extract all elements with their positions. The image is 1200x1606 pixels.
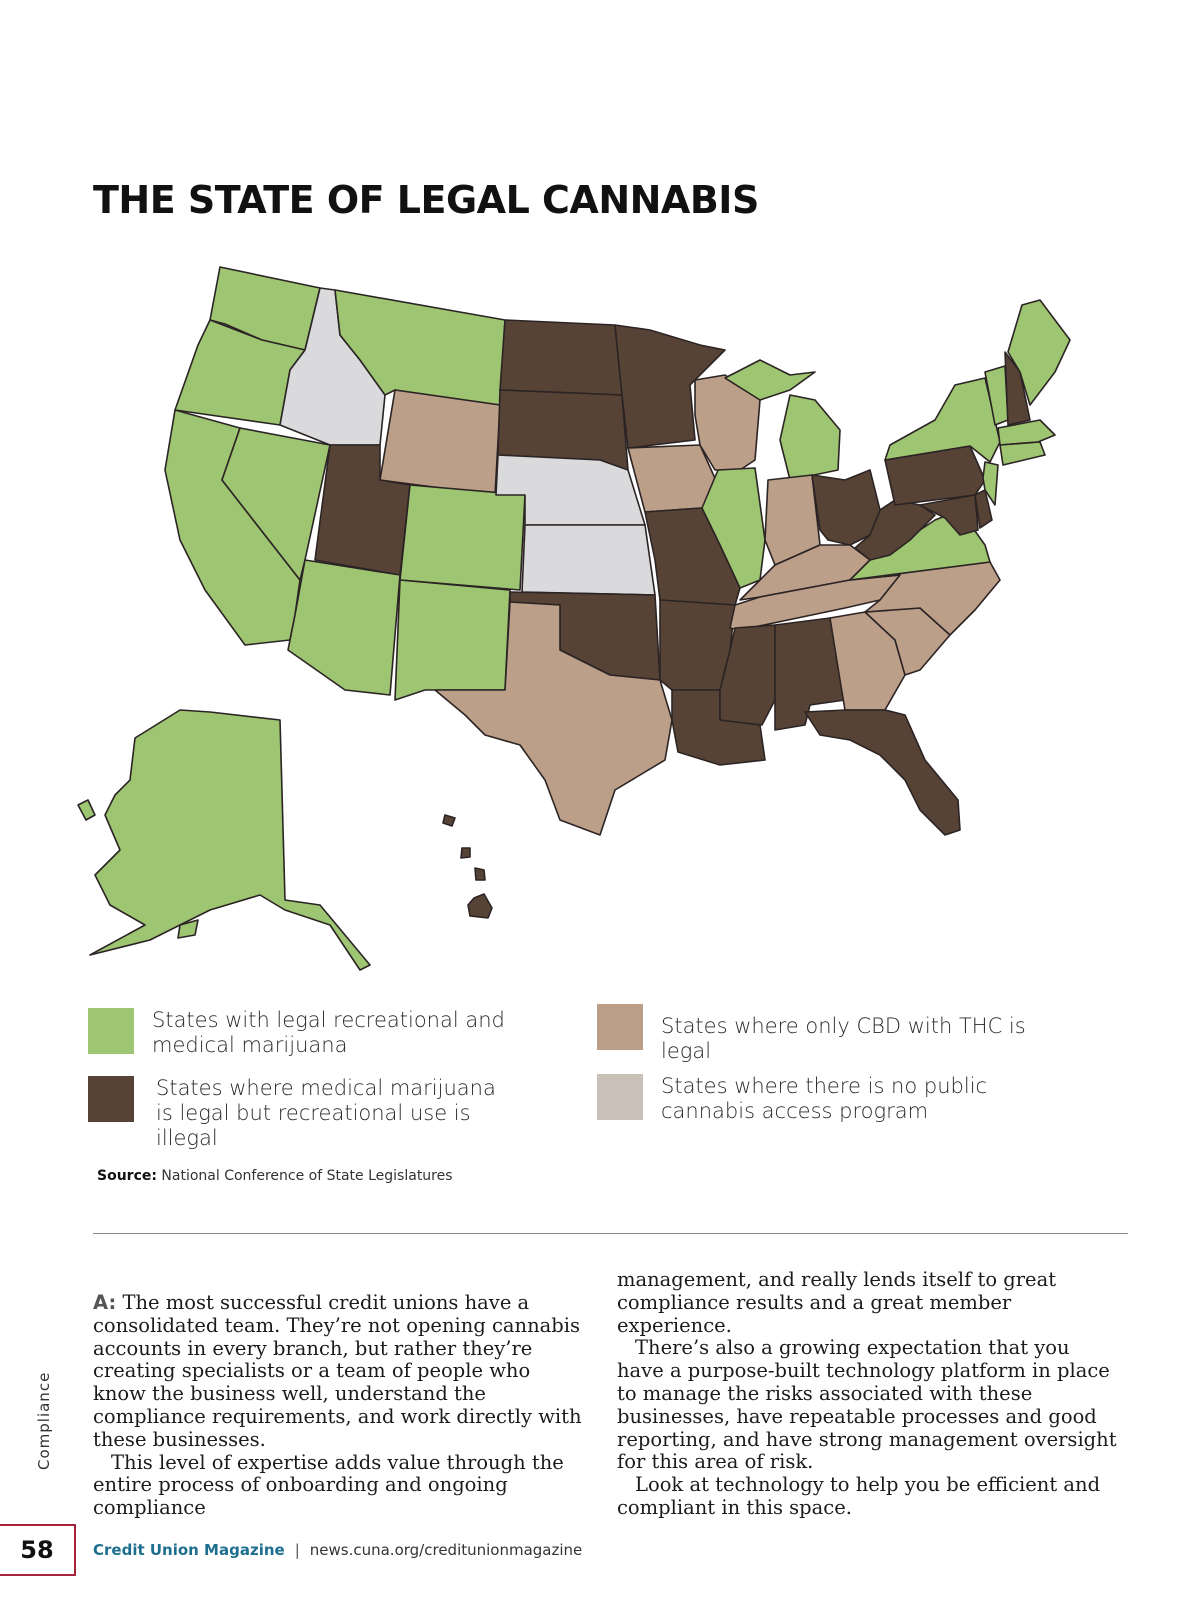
article-text: The most successful credit unions have a consolidated team. They’re not opening cannabis accounts in every branch, but rather they’re creating specialists or a team of people who know the business well, understand the compliance requirements, and work directly with these businesses.: [93, 1291, 582, 1451]
page-number: 58: [0, 1524, 76, 1576]
footer: [93, 1541, 582, 1559]
article-paragraph: This level of expertise adds value through the entire process of onboarding and ongoing compliance: [93, 1450, 564, 1520]
article-paragraph: [93, 1292, 588, 1452]
footer-url[interactable]: news.cuna.org/creditunionmagazine: [309, 1541, 583, 1559]
state-co: [400, 485, 525, 590]
state-ks: [522, 525, 655, 595]
state-ma: [998, 420, 1055, 445]
answer-label: A:: [93, 1291, 117, 1314]
legend-label: States where only CBD with THC is legal: [661, 1014, 1026, 1063]
us-map-svg: [70, 255, 1110, 975]
article-column-left: [93, 1292, 588, 1520]
article-column-right: [617, 1269, 1117, 1520]
state-az: [288, 560, 400, 695]
legend-label: States where medical marijuana is legal but recreational use is illegal: [156, 1076, 496, 1150]
state-hi: [468, 894, 492, 918]
state-ak-island: [78, 800, 95, 820]
state-mi-lower: [780, 395, 840, 480]
legend-item-cbd-thc: [597, 1004, 1081, 1064]
legend-swatch-brown: [88, 1076, 134, 1122]
article-paragraph: management, and really lends itself to great compliance results and a great member experience.: [617, 1268, 1057, 1337]
legend-item-medical-only: [88, 1076, 516, 1151]
state-nd: [500, 320, 622, 395]
source-label: Source:: [97, 1168, 157, 1184]
magazine-name: Credit Union Magazine: [93, 1541, 285, 1559]
article-paragraph: There’s also a growing expectation that you have a purpose-built technology platform in place to manage the risks associated with these businesses, have repeatable processes and good reporting, and have strong management oversight for this area of risk.: [617, 1336, 1117, 1474]
page-title: THE STATE OF LEGAL CANNABIS: [93, 178, 759, 222]
state-ak: [90, 710, 370, 970]
legend-label: States with legal recreational and medical marijuana: [152, 1008, 505, 1057]
state-nm: [395, 580, 510, 700]
state-ny: [885, 378, 1000, 462]
legend-swatch-tan: [597, 1004, 643, 1050]
source-text: National Conference of State Legislatures: [161, 1168, 453, 1184]
legend-item-rec-medical: [88, 1008, 512, 1058]
state-ct-ri: [1000, 442, 1045, 465]
state-fl: [805, 710, 960, 835]
state-hi: [461, 848, 470, 858]
legend-label: States where there is no public cannabis access program: [661, 1074, 988, 1123]
state-hi: [443, 815, 455, 826]
source-note: [97, 1168, 453, 1184]
section-label: Compliance: [35, 1371, 53, 1470]
state-wy: [380, 390, 500, 495]
legend-swatch-green: [88, 1008, 134, 1054]
state-hi: [475, 868, 485, 880]
article-paragraph: Look at technology to help you be efficient and compliant in this space.: [617, 1473, 1101, 1519]
legend-swatch-gray: [597, 1074, 643, 1120]
divider: [93, 1233, 1128, 1234]
legend-item-no-program: [597, 1074, 1081, 1124]
us-cannabis-map: [70, 255, 1110, 975]
footer-separator: |: [294, 1541, 300, 1559]
